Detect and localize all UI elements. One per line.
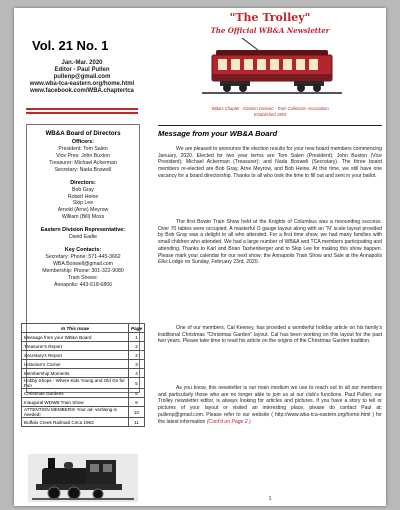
toc-page: 6 bbox=[129, 389, 145, 398]
section-divider bbox=[158, 125, 382, 126]
facebook-link[interactable]: www.facebook.com/WBA.chaptertca bbox=[30, 88, 134, 94]
page-number: 1 bbox=[268, 496, 272, 502]
toc-row[interactable] bbox=[22, 351, 145, 360]
toc-page: 8 bbox=[129, 398, 145, 407]
contact-line: Annapolis: 443-618-6866 bbox=[54, 281, 112, 288]
toc-page: 2 bbox=[129, 351, 145, 360]
toc-row[interactable] bbox=[22, 360, 145, 369]
contact-email[interactable]: WBA.Boswell@gmail.com bbox=[52, 260, 114, 267]
message-paragraph-1: We are pleased to announce the election results for your new board members commencing January, 2020. Elected for two year terms are Tom Salen (President); John Buxton (Vice President); Michael Ackerman (Treasurer); and Nada Boswell (Secretary). The three board members re-elected are Bob Gray, Arne Meyrow, and Bob Heine. At this time, we still have one vacancy for a board directorship. Thanks to all who took the time to fill out and sent in your ballot. bbox=[158, 146, 382, 179]
toc-page: 1 bbox=[129, 333, 145, 342]
officer-line: Treasurer: Michael Ackerman bbox=[49, 159, 117, 166]
toc-title: Message from your WB&A Board bbox=[22, 333, 129, 342]
website-link[interactable]: www.wba-tca-eastern.org/home.html bbox=[29, 81, 135, 87]
toc-row[interactable] bbox=[22, 389, 145, 398]
toc-row[interactable] bbox=[22, 369, 145, 378]
eastern-rep-label: Eastern Division Representative: bbox=[40, 227, 126, 234]
steam-locomotive-image bbox=[28, 454, 138, 502]
toc-row[interactable] bbox=[22, 333, 145, 342]
director-line: Arnold (Arne) Meyrow bbox=[57, 207, 109, 214]
chapter-info bbox=[158, 106, 382, 117]
message-heading: Message from your WB&A Board bbox=[158, 129, 278, 138]
contact-line: Train Shows: bbox=[67, 274, 99, 281]
toc-header-title: In This Issue bbox=[22, 324, 129, 333]
newsletter-page bbox=[14, 8, 386, 506]
editor-name: Editor - Paul Pullen bbox=[54, 67, 110, 73]
message-paragraph-3: One of our members, Cal Keeney, has provided a wonderful holiday article on his family's traditional Christmas "Christmas Garden" layout. Cal has been working on this layout for the past two years. Please take time to read his article on the origins of the Christmas Garden tradition. bbox=[158, 325, 382, 345]
toc-page: 11 bbox=[129, 418, 145, 427]
toc-title: Buffalo Creek Railroad Circa 1963 bbox=[22, 418, 129, 427]
editor-email[interactable]: pullenp@gmail.com bbox=[53, 74, 111, 80]
officer-line: Vice Pres: John Buxton bbox=[56, 152, 110, 159]
red-divider bbox=[26, 112, 138, 114]
director-line: Robert Heine bbox=[67, 193, 99, 200]
continued-note[interactable]: (Cont'd on Page 2 ) bbox=[206, 418, 251, 425]
toc-title: Secretary's Report bbox=[22, 351, 129, 360]
toc-page: 10 bbox=[129, 407, 145, 418]
toc-title: Hobby Shops - Where Kids Young and Old Go for Fun bbox=[22, 378, 129, 389]
toc-row[interactable] bbox=[22, 407, 145, 418]
toc-page: 3 bbox=[129, 360, 145, 369]
key-contacts-label: Key Contacts: bbox=[64, 247, 102, 254]
toc-row[interactable] bbox=[22, 398, 145, 407]
toc-row[interactable] bbox=[22, 418, 145, 427]
toc-row[interactable] bbox=[22, 378, 145, 389]
toc-title: Membership Moments bbox=[22, 369, 129, 378]
toc-title: Treasurer's Report bbox=[22, 342, 129, 351]
right-column bbox=[158, 8, 382, 506]
officer-line: Secretary: Nada Boswell bbox=[54, 166, 112, 173]
red-divider bbox=[26, 108, 138, 110]
director-line: Bob Gray bbox=[72, 186, 94, 193]
toc-row[interactable] bbox=[22, 342, 145, 351]
eastern-rep-name: David Eadie bbox=[69, 234, 97, 241]
toc-title: Historian's Corner bbox=[22, 360, 129, 369]
officers-label: Officers: bbox=[71, 139, 95, 145]
message-paragraph-2: The first Bowie Train Show held at the Knights of Columbus was a resounding success. Over 70 tables were occupied. A masterful O gauge layout along with an "N' scale layout provided by Bob Gray was a delight to all who attended. For a first time show, we had many families with small children who attended. We had a large number of WB&A and TCA members participating and attending. Thanks to Karl and Brian Tashenberger and to Skip Lee for making this show happen. Please mark your calendar for our next show; the Annapolis Train Show and Sale at the Annapolis Elks Lodge on Sunday, February 23rd, 2020. bbox=[158, 219, 382, 266]
toc-title: Christmas Gardens bbox=[22, 389, 129, 398]
toc-page: 4 bbox=[129, 369, 145, 378]
left-column bbox=[14, 8, 150, 506]
established-line: Established 1993 bbox=[253, 111, 287, 117]
newsletter-subtitle: The Official WB&A Newsletter bbox=[210, 26, 330, 35]
in-this-issue-table bbox=[21, 323, 145, 427]
toc-page: 5 bbox=[129, 378, 145, 389]
directors-label: Directors: bbox=[70, 179, 96, 186]
toc-title: Inaugural WDWB Train Show bbox=[22, 398, 129, 407]
chapter-line: WB&A Chapter - Eastern Division - Train Collectors Association bbox=[211, 106, 329, 111]
trolley-illustration bbox=[202, 38, 342, 96]
message-paragraph-4 bbox=[158, 385, 382, 425]
toc-header-page: Page bbox=[129, 324, 145, 333]
officer-line: President: Tom Salen bbox=[58, 146, 108, 152]
board-heading: WB&A Board of Directors bbox=[45, 130, 121, 137]
volume-number: Vol. 21 No. 1 bbox=[32, 38, 109, 53]
toc-page: 2 bbox=[129, 342, 145, 351]
contact-line: Membership: Phone: 301-322-9080 bbox=[42, 267, 124, 274]
toc-title: ATTENTION MEMBERS! Your ad- vertising is needed! bbox=[22, 407, 129, 418]
director-line: Skip Lee bbox=[72, 200, 94, 207]
director-line: William (Bill) Moss bbox=[61, 214, 105, 221]
newsletter-title: "The Trolley" bbox=[229, 11, 311, 24]
masthead-details bbox=[14, 60, 150, 95]
issue-date: Jan.-Mar. 2020 bbox=[61, 60, 103, 66]
message-paragraph-4-text: As you know, this newsletter is our main medium we use to reach out to all our members and particularly those who are no longer able to join us at our club's functions. Paul Pullen, our Trolley newsletter editor, is always looking for articles and pictures. If you have a story to tell or pictures of your layout or visited an interesting place, please do contact Paul at: pullenp@gmail.com. Please refer to our website ( http://www.wba-tca-eastern.org/home.html ) for the latest information bbox=[158, 385, 382, 425]
contact-line: Secretary: Phone: 571-445-3662 bbox=[45, 254, 121, 261]
